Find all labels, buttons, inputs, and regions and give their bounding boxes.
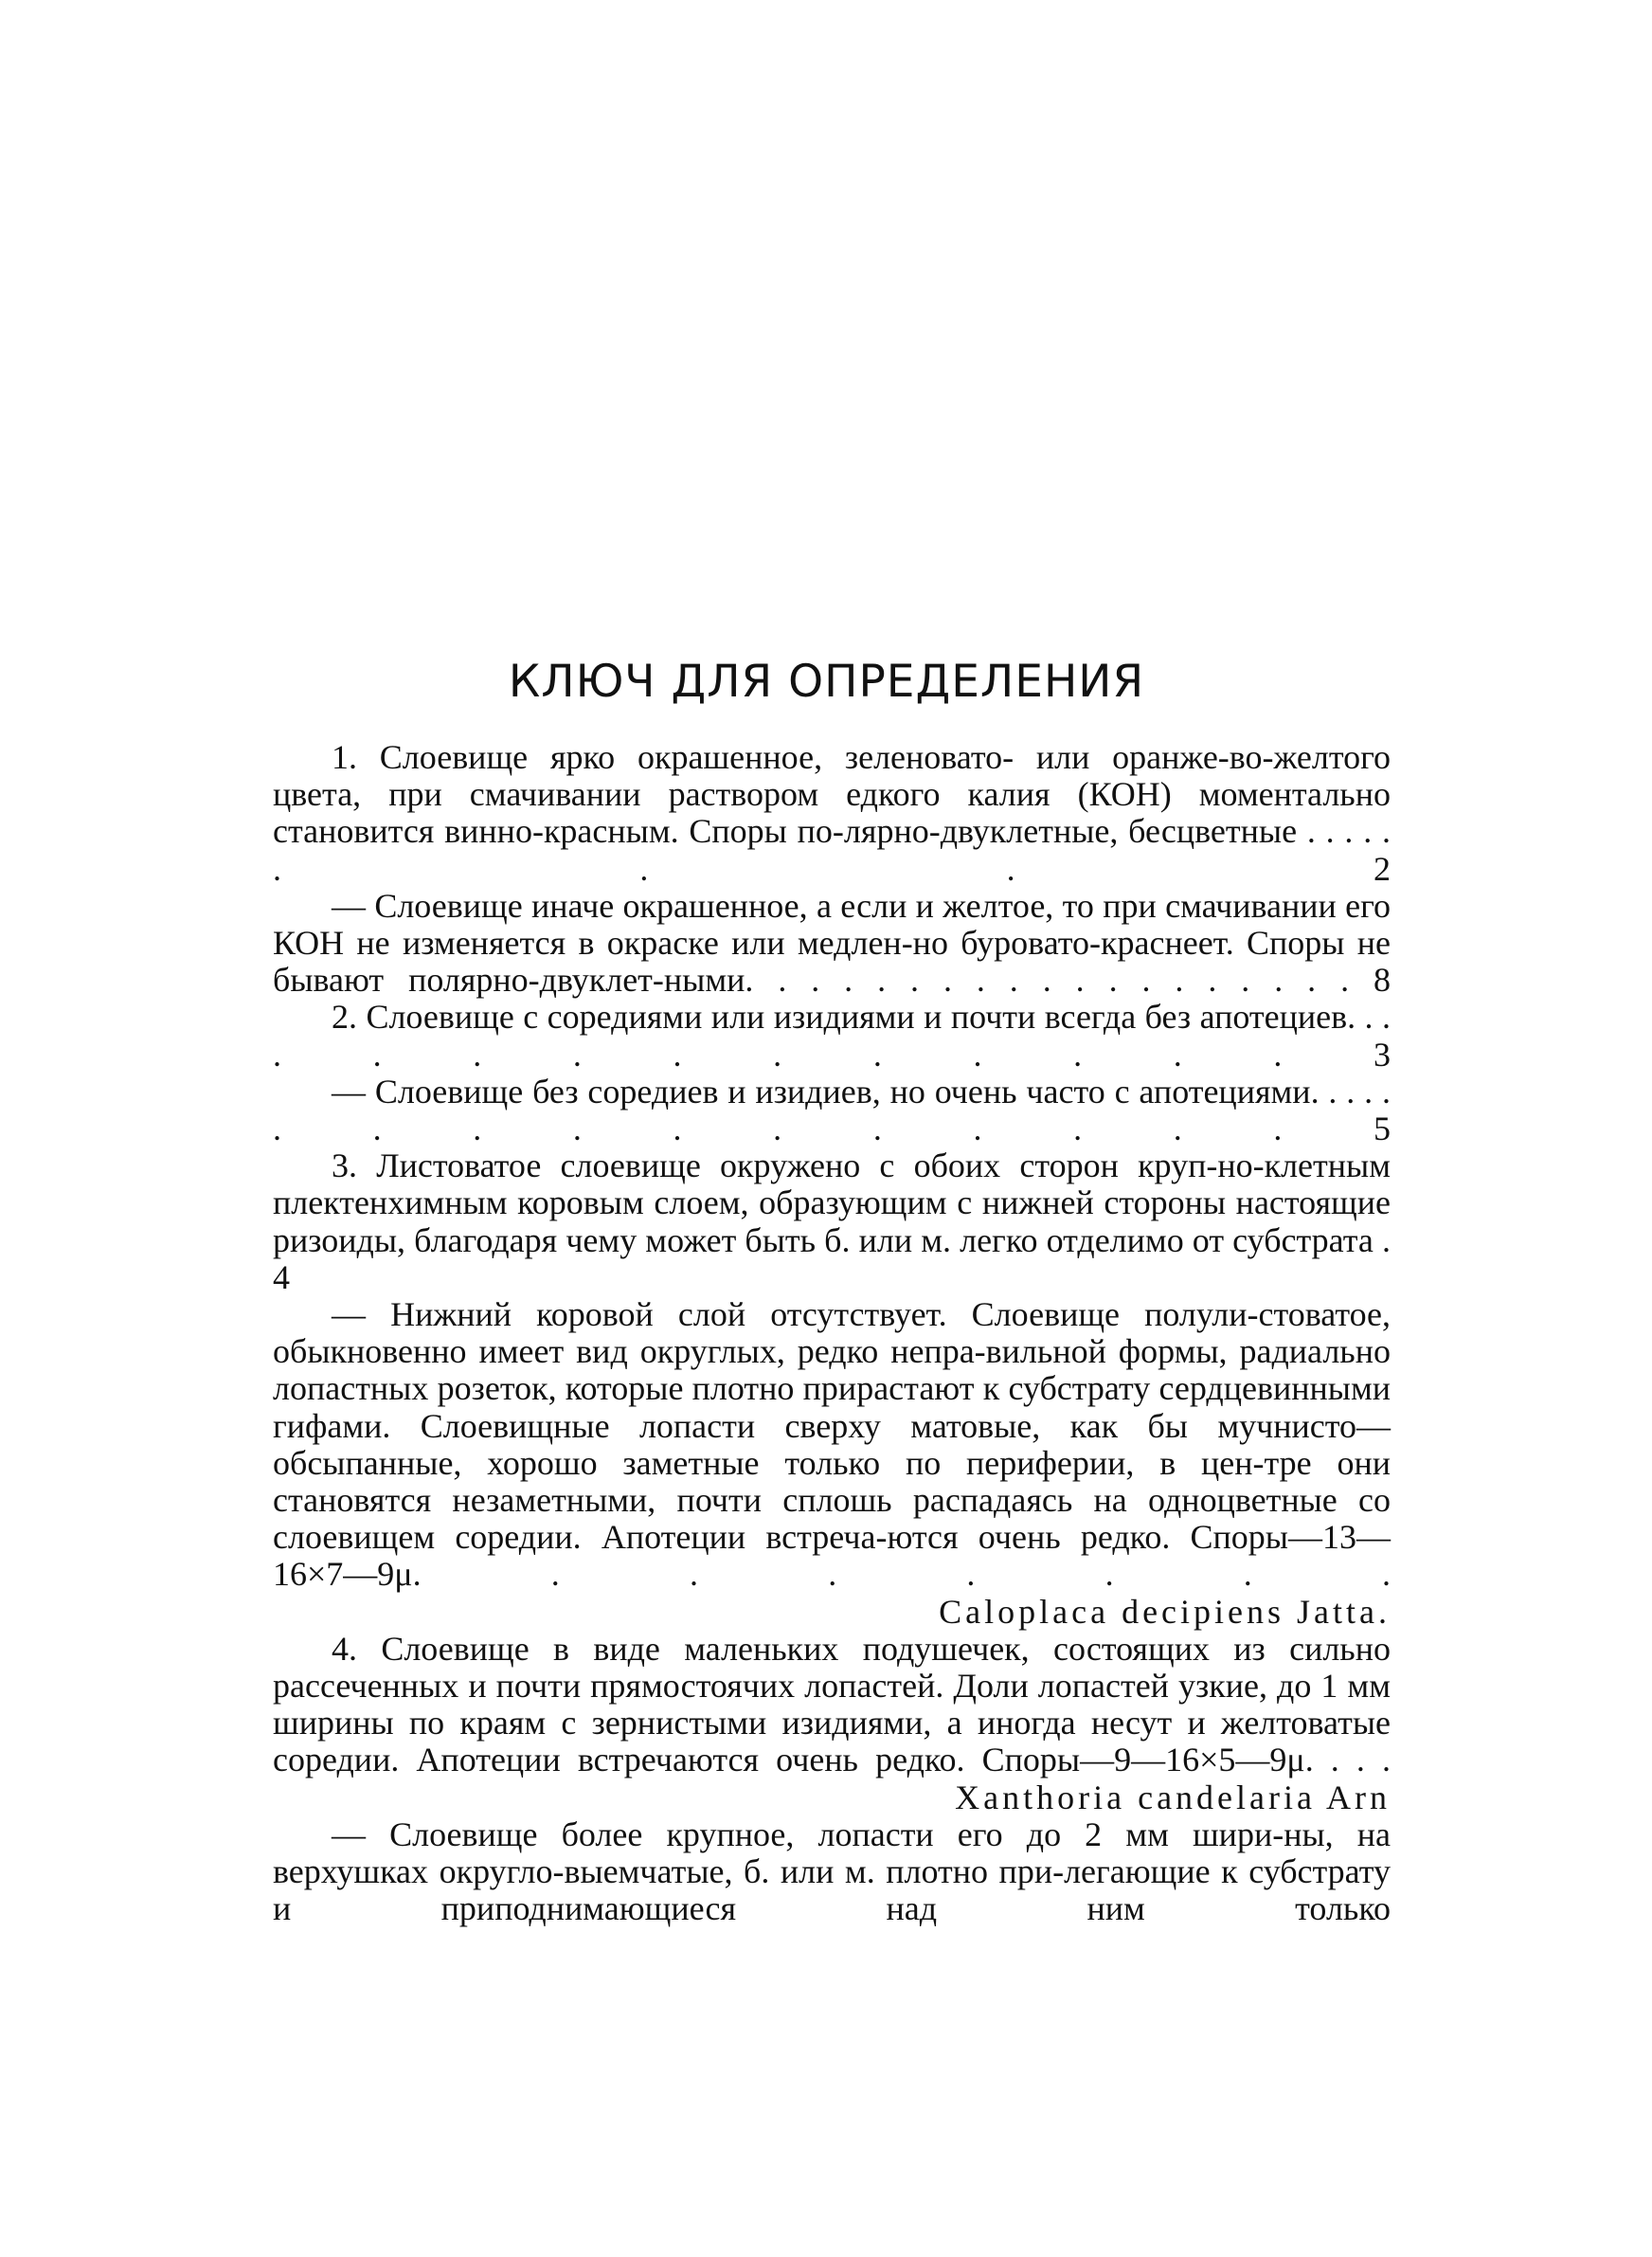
page-title: КЛЮЧ ДЛЯ ОПРЕДЕЛЕНИЯ	[508, 656, 1145, 708]
key-paragraph-2-alt: — Слоевище без соредиев и изидиев, но очень часто с апотециями. . . . . . . . . . . . . . . . 5	[273, 1072, 1391, 1148]
key-paragraph-3-alt: — Нижний коровой слой отсутствует. Слоевище полули-стоватое, обыкновенно имеет вид округлых, редко непра-вильной формы, радиально лопастных розеток, которые плотно прирастают к субстрату сердцевинными гифами. Слоевищные лопасти сверху матовые, как бы мучнисто—обсыпанные, хорошо заметные только по периферии, в цен-тре они становятся незаметными, почти сплошь распадаясь на одноцветные со слоевищем соредии. Апотеции встреча-ются очень редко. Споры—13—16×7—9μ. . . . . . . .	[273, 1295, 1391, 1594]
key-paragraph-1-alt: — Слоевище иначе окрашенное, а если и желтое, то при смачивании его КОН не изменяется в окраске или медлен-но буровато-краснеет. Споры не бывают полярно-двуклет-ными. . . . . . . . . . . . . . . . . . . 8	[273, 886, 1391, 1000]
key-paragraph-1: 1. Слоевище ярко окрашенное, зеленовато- или оранже-во-желтого цвета, при смачивании раствором едкого калия (КОН) моментально становится винно-красным. Споры по-лярно-двуклетные, бесцветные . . . . . . . . 2	[273, 738, 1391, 888]
key-paragraph-4-alt: — Слоевище более крупное, лопасти его до 2 мм шири-ны, на верхушках округло-выемчатые, б. или м. плотно при-легающие к субстрату и приподнимающиеся над ним только	[273, 1815, 1391, 1928]
key-text	[273, 739, 1391, 1928]
key-paragraph-3: 3. Листоватое слоевище окружено с обоих сторон круп-но-клетным плектенхимным коровым слоем, образующим с нижней стороны настоящие ризоиды, благодаря чему может быть б. или м. легко отделимо от субстрата . 4	[273, 1147, 1391, 1296]
species-name-xanthoria: Xanthoria candelaria Arn	[955, 1778, 1391, 1816]
species-name-caloplaca: Caloplaca decipiens Jatta.	[939, 1592, 1391, 1631]
key-paragraph-2: 2. Слоевище с соредиями или изидиями и почти всегда без апотециев. . . . . . . . . . . . . . 3	[273, 998, 1391, 1074]
key-paragraph-4: 4. Слоевище в виде маленьких подушечек, состоящих из сильно рассеченных и почти прямостоячих лопастей. Доли лопастей узкие, до 1 мм ширины по краям с зернистыми изидиями, а иногда несут и желтоватые соредии. Апотеции встречаются очень редко. Споры—9—16×5—9μ. . . .	[273, 1629, 1391, 1779]
